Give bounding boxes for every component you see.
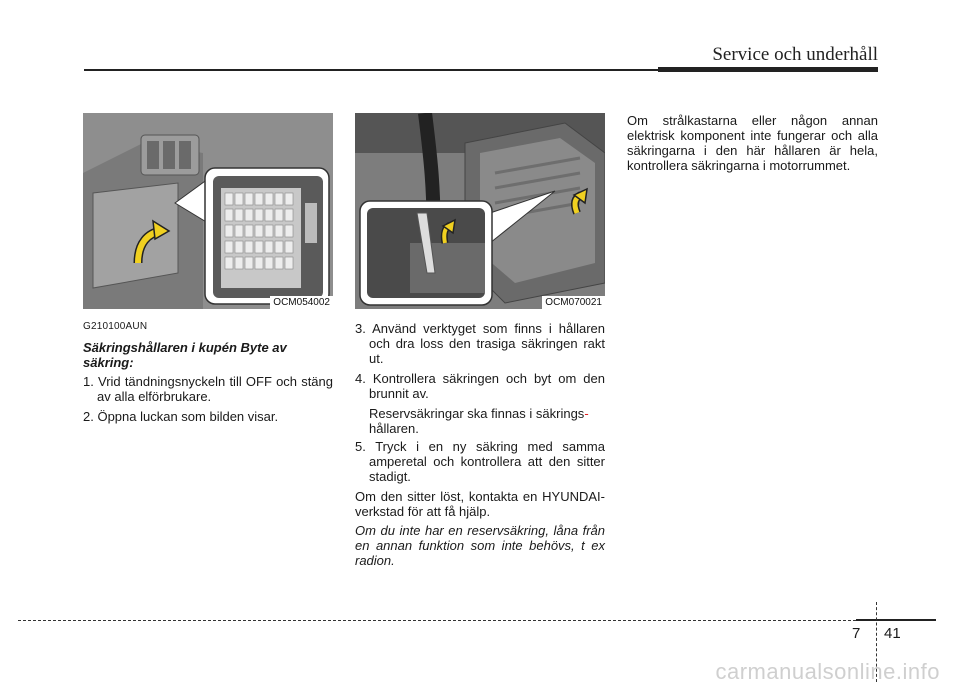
hyphen-mark: - (584, 406, 589, 421)
footer-rule (18, 620, 856, 621)
engine-bay-illustration (355, 113, 605, 309)
fuse-box-illustration (83, 113, 333, 309)
headlight-paragraph: Om strålkastarna eller någon annan elektrisk komponent inte fungerar och alla säkringarna i den här hållaren är hela, kontrollera säkringarna i motorrummet. (627, 113, 878, 173)
spare-fuse-note-end: hållaren. (369, 421, 419, 436)
figure-engine-fuse-puller (355, 113, 605, 309)
section-subheading: Säkringshållaren i kupén Byte av säkring: (83, 340, 287, 370)
figure-interior-fuse-box (83, 113, 333, 309)
step-3: 3. Använd verktyget som finns i hållaren och dra loss den trasiga säkringen rakt ut. (355, 321, 605, 366)
step-4: 4. Kontrollera säkringen och byt om den brunnit av. (355, 371, 605, 401)
spare-fuse-note-text: Reservsäkringar ska finnas i säkrings (369, 406, 585, 421)
figure-code-label: OCM070021 (542, 296, 605, 309)
chapter-number: 7 (852, 625, 861, 642)
left-text-column (83, 319, 333, 429)
figure-code-label: OCM054002 (270, 296, 333, 309)
step-2: 2. Öppna luckan som bilden visar. (83, 409, 279, 424)
borrow-fuse-paragraph: Om du inte har en reservsäkring, låna från en annan funktion som inte behövs, t ex radion. (355, 523, 605, 568)
header-rule (84, 69, 662, 71)
loose-fuse-paragraph: Om den sitter löst, kontakta en HYUNDAI-verkstad för att få hjälp. (355, 489, 605, 519)
watermark: carmanualsonline.info (715, 659, 940, 684)
page-number: 41 (884, 625, 901, 642)
right-text-column (627, 113, 878, 177)
header-rule-accent (658, 67, 878, 72)
spare-fuse-note (355, 406, 605, 436)
footer-rule-accent (856, 619, 936, 621)
section-code: G210100AUN (83, 321, 148, 332)
middle-text-column (355, 321, 605, 572)
step-5: 5. Tryck i en ny säkring med samma amperetal och kontrollera att den sitter stadigt. (355, 439, 605, 484)
step-1: 1. Vrid tändningsnyckeln till OFF och stäng av alla elförbrukare. (83, 374, 333, 404)
page-header-title: Service och underhåll (712, 44, 878, 65)
